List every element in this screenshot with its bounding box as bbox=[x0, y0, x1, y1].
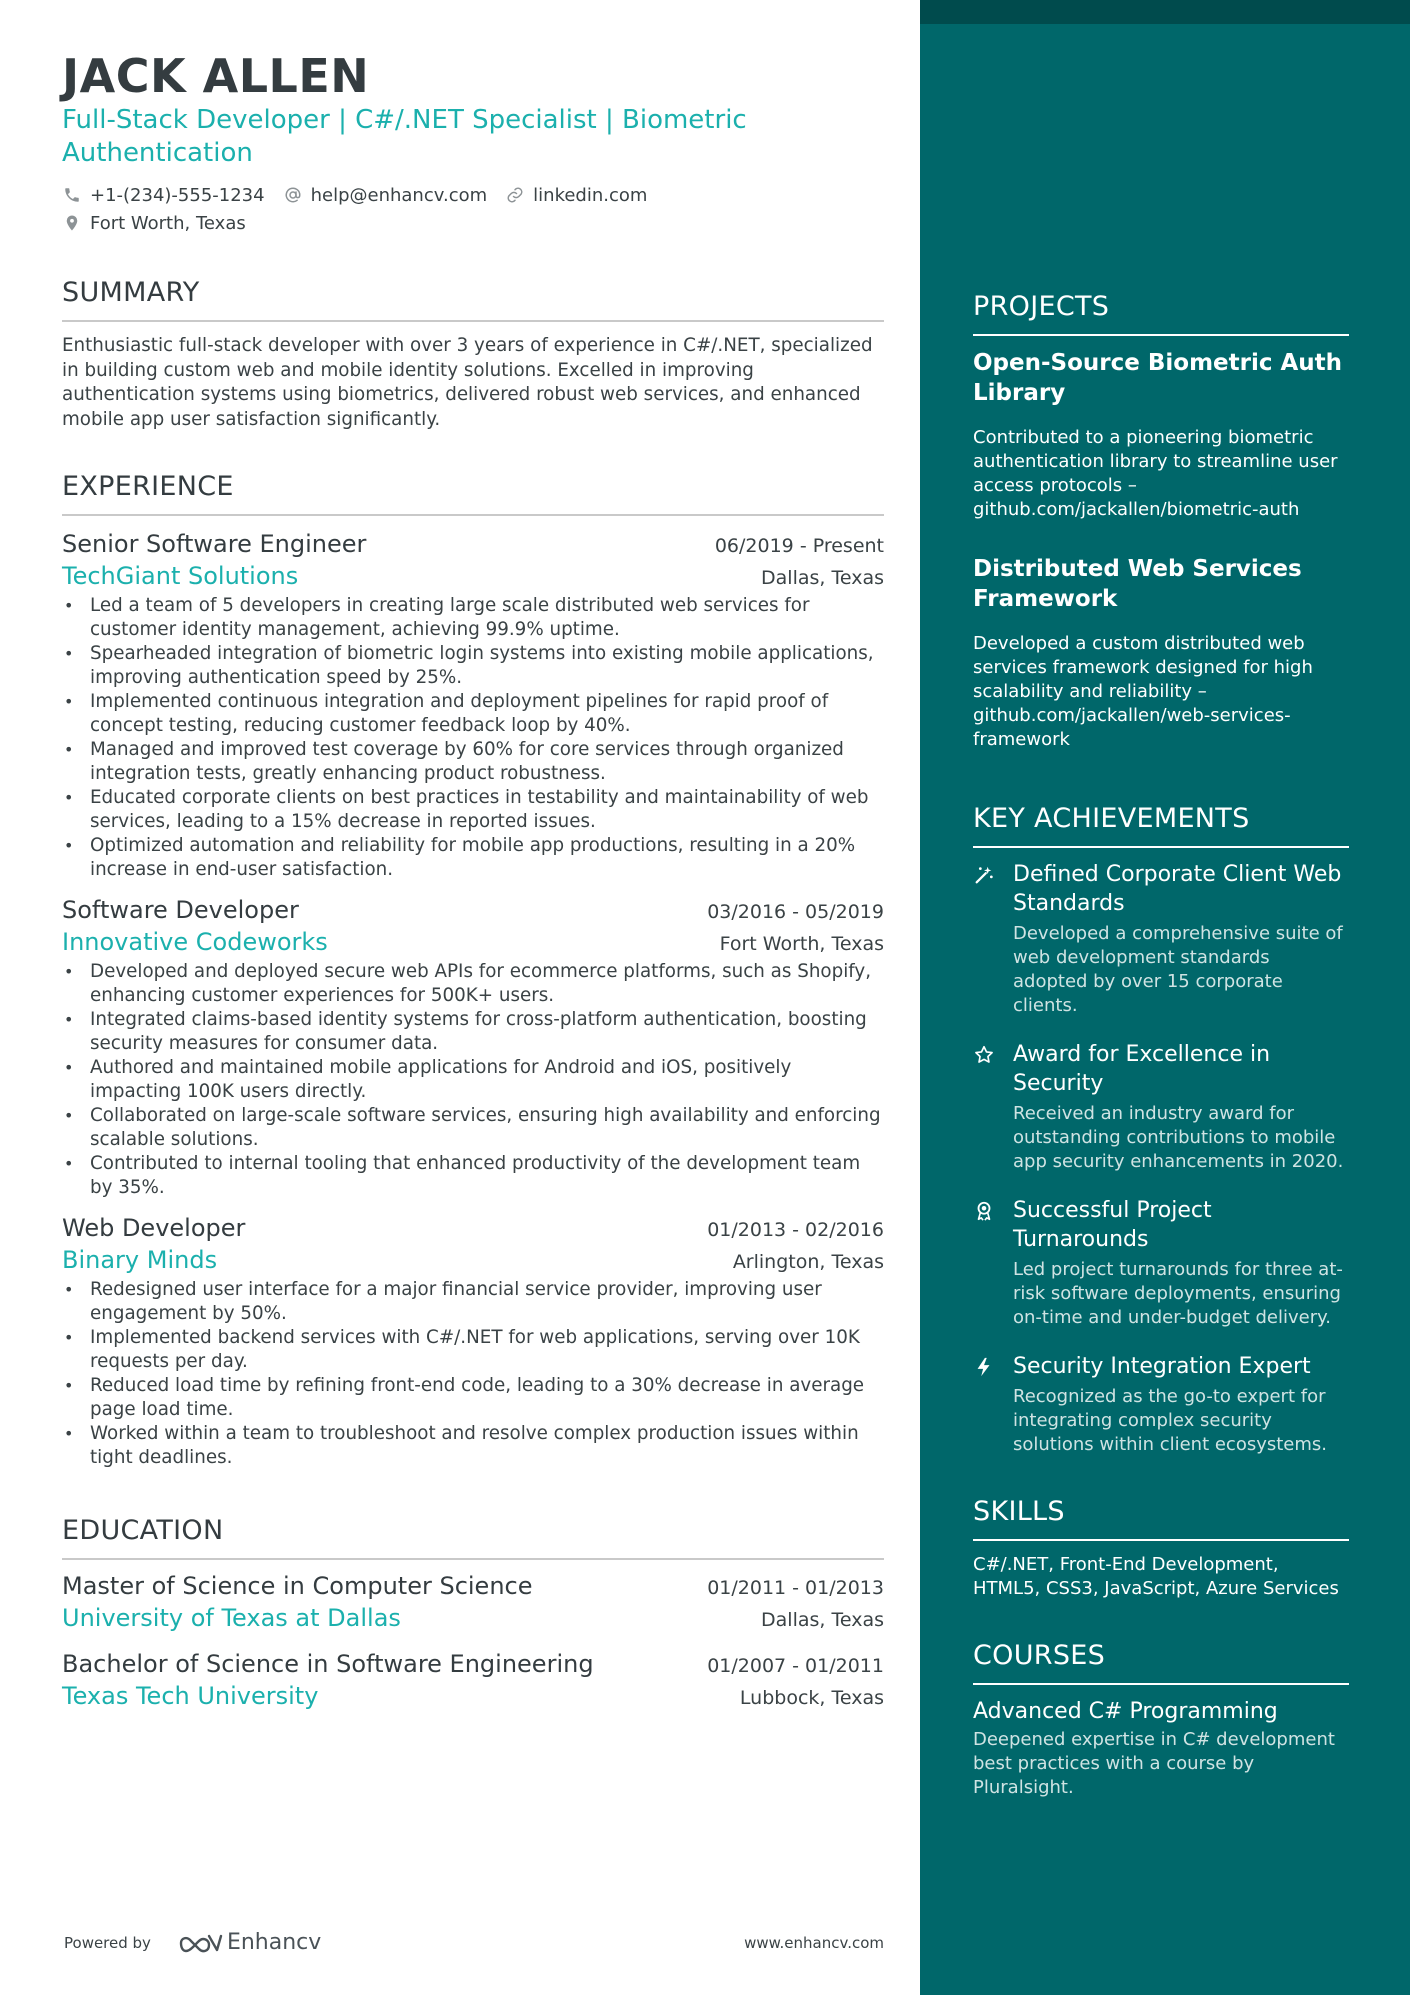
achievements-heading: KEY ACHIEVEMENTS bbox=[973, 802, 1349, 848]
skills-list: C#/.NET, Front-End Development, HTML5, CSS3, JavaScript, Azure Services bbox=[973, 1554, 1339, 1599]
job-dates: 01/2013 - 02/2016 bbox=[707, 1219, 884, 1241]
bullet-item: • Managed and improved test coverage by 60% for core services through organized integration tests, greatly enhancing product robustness. bbox=[62, 738, 884, 786]
headline: Full-Stack Developer | C#/.NET Specialist | Biometric Authentication bbox=[62, 105, 747, 168]
school-name: Texas Tech University bbox=[62, 1682, 319, 1710]
job-company: TechGiant Solutions bbox=[62, 562, 299, 590]
job-entry bbox=[62, 1212, 884, 1470]
job-title: Software Developer bbox=[62, 896, 299, 924]
skills-heading: SKILLS bbox=[973, 1495, 1349, 1541]
magic-wand-icon bbox=[973, 860, 1013, 1018]
bullet-item: • Contributed to internal tooling that enhanced productivity of the development team by 35%. bbox=[62, 1152, 884, 1200]
sidebar bbox=[920, 0, 1410, 1995]
bullet-item: • Authored and maintained mobile applications for Android and iOS, positively impacting 100K users directly. bbox=[62, 1056, 884, 1104]
bullet-item: • Implemented backend services with C#/.NET for web applications, serving over 10K requests per day. bbox=[62, 1326, 884, 1374]
experience-section bbox=[62, 470, 884, 1470]
job-dates: 06/2019 - Present bbox=[714, 535, 884, 557]
job-location: Fort Worth, Texas bbox=[719, 933, 884, 955]
achievement-description: Led project turnarounds for three at-risk software deployments, ensuring on-time and under-budget delivery. bbox=[1013, 1259, 1343, 1328]
experience-heading: EXPERIENCE bbox=[62, 470, 884, 516]
contact-phone[interactable] bbox=[62, 184, 265, 206]
enhancv-logo[interactable] bbox=[177, 1930, 321, 1955]
degree-title: Master of Science in Computer Science bbox=[62, 1572, 533, 1600]
award-ribbon-icon bbox=[973, 1196, 1013, 1330]
project-name: Distributed Web Services Framework bbox=[973, 556, 1302, 612]
bullet-item: • Collaborated on large-scale software services, ensuring high availability and enforcing scalable solutions. bbox=[62, 1104, 884, 1152]
email-text: help@enhancv.com bbox=[310, 184, 488, 206]
location-pin-icon bbox=[62, 213, 82, 233]
job-title: Web Developer bbox=[62, 1214, 246, 1242]
achievement-description: Received an industry award for outstanding contributions to mobile app security enhancements in 2020. bbox=[1013, 1103, 1344, 1172]
enhancv-logo-icon bbox=[177, 1931, 223, 1955]
summary-section bbox=[62, 276, 884, 432]
link-icon bbox=[505, 185, 525, 205]
school-name: University of Texas at Dallas bbox=[62, 1604, 401, 1632]
education-dates: 01/2011 - 01/2013 bbox=[707, 1577, 884, 1599]
enhancv-brand: Enhancv bbox=[226, 1930, 322, 1955]
powered-by-label: Powered by bbox=[64, 1933, 151, 1952]
education-entry bbox=[62, 1648, 884, 1712]
powered-by bbox=[64, 1930, 321, 1955]
job-dates: 03/2016 - 05/2019 bbox=[707, 901, 884, 923]
courses-section bbox=[973, 1639, 1349, 1800]
bullet-item: • Redesigned user interface for a major financial service provider, improving user engagement by 50%. bbox=[62, 1278, 884, 1326]
at-icon bbox=[283, 185, 303, 205]
bullet-item: • Integrated claims-based identity systems for cross-platform authentication, boosting security measures for consumer data. bbox=[62, 1008, 884, 1056]
bullet-item: • Reduced load time by refining front-end code, leading to a 30% decrease in average page load time. bbox=[62, 1374, 884, 1422]
project-entry bbox=[973, 554, 1349, 752]
job-location: Arlington, Texas bbox=[732, 1251, 884, 1273]
candidate-name: JACK ALLEN bbox=[62, 49, 370, 103]
job-company: Binary Minds bbox=[62, 1246, 218, 1274]
projects-heading: PROJECTS bbox=[973, 290, 1349, 336]
courses-heading: COURSES bbox=[973, 1639, 1349, 1685]
summary-heading: SUMMARY bbox=[62, 276, 884, 322]
job-location: Dallas, Texas bbox=[761, 567, 884, 589]
phone-icon bbox=[62, 185, 82, 205]
job-bullets bbox=[62, 1278, 884, 1470]
main-column bbox=[62, 50, 884, 1712]
job-bullets bbox=[62, 960, 884, 1200]
achievements-section bbox=[973, 802, 1349, 1457]
school-location: Lubbock, Texas bbox=[739, 1687, 884, 1709]
bullet-item: • Led a team of 5 developers in creating large scale distributed web services for customer identity management, achieving 99.9% uptime. bbox=[62, 594, 884, 642]
job-title: Senior Software Engineer bbox=[62, 530, 367, 558]
bullet-item: • Optimized automation and reliability for mobile app productions, resulting in a 20% increase in end-user satisfaction. bbox=[62, 834, 884, 882]
sidebar-content bbox=[973, 290, 1349, 1800]
job-company: Innovative Codeworks bbox=[62, 928, 328, 956]
projects-section bbox=[973, 290, 1349, 752]
footer bbox=[64, 1930, 884, 1955]
course-description: Deepened expertise in C# development best practices with a course by Pluralsight. bbox=[973, 1729, 1335, 1798]
education-entry bbox=[62, 1570, 884, 1634]
achievement-title: Successful Project Turnarounds bbox=[1013, 1198, 1212, 1252]
project-description: Developed a custom distributed web services framework designed for high scalability and reliability – github.com/jackallen/web-services-framework bbox=[973, 633, 1313, 750]
education-dates: 01/2007 - 01/2011 bbox=[707, 1655, 884, 1677]
education-section bbox=[62, 1514, 884, 1712]
education-heading: EDUCATION bbox=[62, 1514, 884, 1560]
website-link[interactable]: www.enhancv.com bbox=[744, 1933, 884, 1952]
star-icon bbox=[973, 1040, 1013, 1174]
achievement-entry bbox=[973, 1352, 1349, 1457]
achievement-entry bbox=[973, 1196, 1349, 1330]
project-name: Open-Source Biometric Auth Library bbox=[973, 350, 1343, 406]
achievement-title: Security Integration Expert bbox=[1013, 1354, 1311, 1379]
contact-linkedin[interactable] bbox=[505, 184, 647, 206]
skills-section bbox=[973, 1495, 1349, 1601]
bullet-item: • Educated corporate clients on best practices in testability and maintainability of web services, leading to a 15% decrease in reported issues. bbox=[62, 786, 884, 834]
achievement-description: Recognized as the go-to expert for integrating complex security solutions within client ecosystems. bbox=[1013, 1386, 1328, 1455]
project-description: Contributed to a pioneering biometric authentication library to streamline user access protocols – github.com/jackallen/biometric-auth bbox=[973, 427, 1338, 520]
contact-info bbox=[62, 184, 762, 234]
contact-location bbox=[62, 212, 246, 234]
school-location: Dallas, Texas bbox=[761, 1609, 884, 1631]
sidebar-top-bar bbox=[920, 0, 1410, 24]
project-entry bbox=[973, 348, 1349, 522]
achievement-title: Defined Corporate Client Web Standards bbox=[1013, 862, 1342, 916]
achievement-description: Developed a comprehensive suite of web development standards adopted by over 15 corporate clients. bbox=[1013, 923, 1343, 1016]
job-bullets bbox=[62, 594, 884, 882]
degree-title: Bachelor of Science in Software Engineering bbox=[62, 1650, 594, 1678]
location-text: Fort Worth, Texas bbox=[90, 212, 246, 234]
summary-text: Enthusiastic full-stack developer with over 3 years of experience in C#/.NET, specialized in building custom web and mobile identity solutions. Excelled in improving authentication systems using biometrics, delivered robust web services, and enhanced mobile app user satisfaction significantly. bbox=[62, 335, 873, 430]
contact-email[interactable] bbox=[283, 184, 488, 206]
phone-text: +1-(234)-555-1234 bbox=[90, 184, 265, 206]
achievement-entry bbox=[973, 1040, 1349, 1174]
bullet-item: • Implemented continuous integration and deployment pipelines for rapid proof of concept testing, reducing customer feedback loop by 40%. bbox=[62, 690, 884, 738]
linkedin-text: linkedin.com bbox=[533, 184, 648, 206]
bullet-item: • Spearheaded integration of biometric login systems into existing mobile applications, improving authentication speed by 25%. bbox=[62, 642, 884, 690]
bullet-item: • Developed and deployed secure web APIs for ecommerce platforms, such as Shopify, enhancing customer experiences for 500K+ users. bbox=[62, 960, 884, 1008]
lightning-bolt-icon bbox=[973, 1352, 1013, 1457]
bullet-item: • Worked within a team to troubleshoot and resolve complex production issues within tight deadlines. bbox=[62, 1422, 884, 1470]
job-entry bbox=[62, 528, 884, 882]
job-entry bbox=[62, 894, 884, 1200]
achievement-title: Award for Excellence in Security bbox=[1013, 1042, 1271, 1096]
achievement-entry bbox=[973, 860, 1349, 1018]
course-name: Advanced C# Programming bbox=[973, 1699, 1278, 1724]
